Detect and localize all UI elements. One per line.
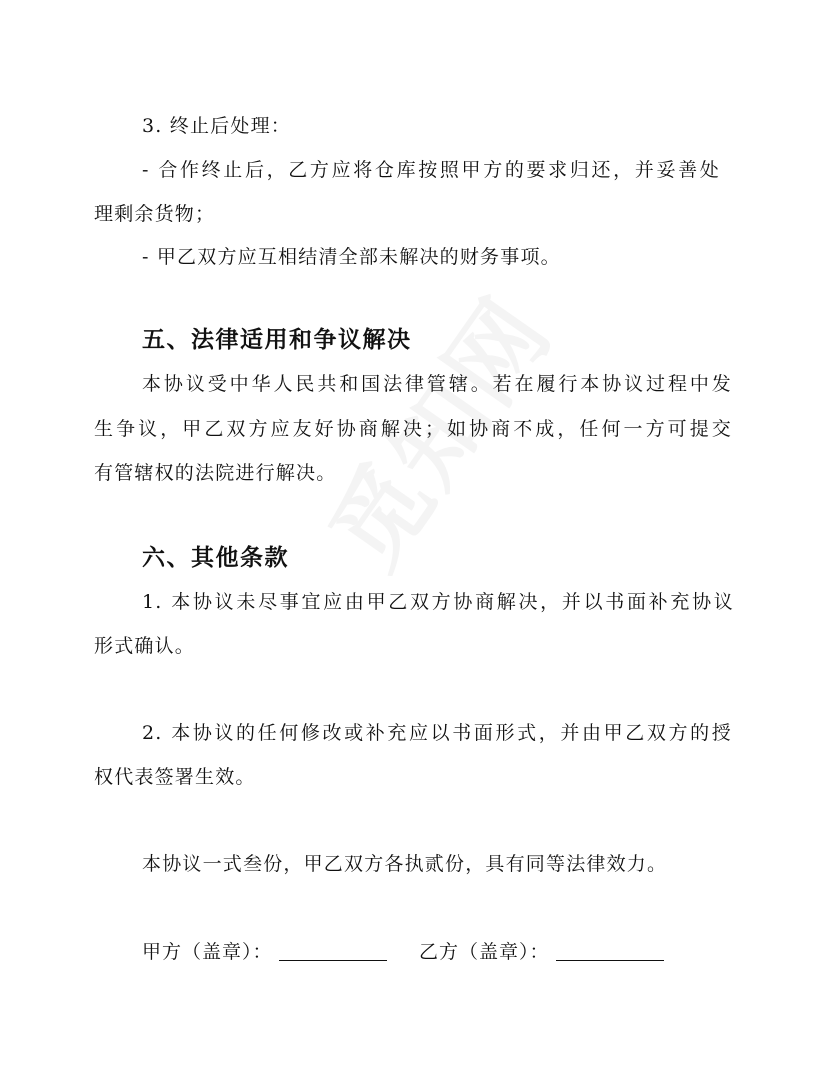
party-b-label: 乙方（盖章）： <box>419 941 550 963</box>
bullet1-line2: 理剩余货物； <box>94 203 216 225</box>
party-b-signature <box>419 940 664 964</box>
copies-statement: 本协议一式叁份，甲乙双方各执贰份，具有同等法律效力。 <box>142 853 668 875</box>
party-b-signature-line <box>556 942 664 961</box>
item1-line1: 1. 本协议未尽事宜应由甲乙双方协商解决，并以书面补充协议 <box>142 591 734 613</box>
section6-heading: 六、其他条款 <box>142 545 289 571</box>
section5-heading: 五、法律适用和争议解决 <box>142 327 412 353</box>
section5-line2: 生争议，甲乙双方应友好协商解决；如协商不成，任何一方可提交 <box>94 418 732 440</box>
party-a-signature-line <box>279 942 387 961</box>
item2-line1: 2. 本协议的任何修改或补充应以书面形式，并由甲乙双方的授 <box>142 722 732 744</box>
section5-line3: 有管辖权的法院进行解决。 <box>94 462 337 484</box>
item1-line2: 形式确认。 <box>94 635 196 657</box>
bullet2: - 甲乙双方应互相结清全部未解决的财务事项。 <box>142 246 561 268</box>
item2-line2: 权代表签署生效。 <box>94 766 256 788</box>
party-a-label: 甲方（盖章）： <box>142 941 273 963</box>
party-a-signature <box>142 940 387 964</box>
section5-line1: 本协议受中华人民共和国法律管辖。若在履行本协议过程中发 <box>142 373 732 395</box>
item3-title: 3. 终止后处理： <box>142 115 291 137</box>
bullet1-line1: - 合作终止后，乙方应将仓库按照甲方的要求归还，并妥善处 <box>142 159 720 181</box>
